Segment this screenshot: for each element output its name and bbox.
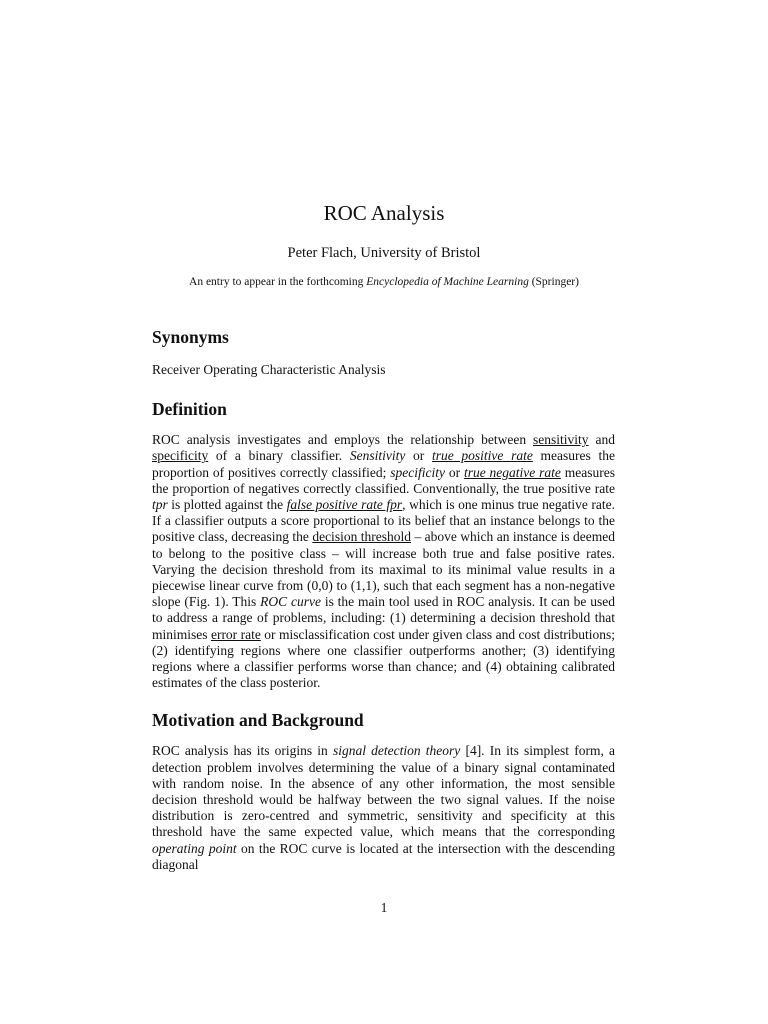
cross-reference-link[interactable]: true positive rate: [431, 448, 533, 464]
italic-term: specificity: [390, 464, 445, 480]
text-run: is the main tool used in ROC analysis. It can be used to address a range of problems, including: (1) determining a decision threshold that minimises: [152, 594, 615, 642]
text-run: and: [588, 432, 615, 448]
publication-note: [0, 275, 768, 290]
definition-paragraph: [152, 432, 615, 691]
text-run: measures the proportion of positives correctly classified;: [152, 448, 615, 480]
motivation-heading: Motivation and Background: [152, 710, 364, 731]
text-run: ROC analysis investigates and employs the relationship between: [152, 432, 534, 448]
text-run: or: [405, 448, 432, 464]
motivation-paragraph: [152, 743, 615, 873]
text-run: – above which an instance is deemed to belong to the positive class – will increase both true and false positive rates. Varying the decision threshold from its maximal to its minimal value results in a piecewise linear curve from (0,0) to (1,1), such that each segment has a non-negative slope (Fig. 1). This: [152, 529, 615, 610]
paper-body: [152, 326, 615, 873]
italic-term: signal detection theory: [332, 743, 461, 759]
text-run: measures the proportion of negatives correctly classified. Conventionally, the true positive rate: [152, 464, 615, 496]
text-run: , which is one minus true negative rate. If a classifier outputs a score proportional to its belief that an instance belongs to the positive class, decreasing the: [152, 497, 615, 545]
definition-heading: Definition: [152, 399, 227, 420]
text-run: ROC analysis has its origins in: [152, 743, 333, 759]
document-title: ROC Analysis: [323, 201, 445, 225]
synonyms-text: Receiver Operating Characteristic Analysis: [152, 362, 386, 377]
italic-term: ROC curve: [260, 594, 321, 610]
italic-term: Sensitivity: [349, 448, 406, 464]
note-work-title: Encyclopedia of Machine Learning: [366, 276, 529, 288]
italic-term: operating point: [152, 840, 237, 856]
cross-reference-link[interactable]: sensitivity: [533, 432, 589, 448]
author-line: Peter Flach, University of Bristol: [287, 245, 481, 261]
cross-reference-link[interactable]: specificity: [152, 448, 209, 464]
text-run: is plotted against the: [167, 497, 287, 513]
text-run: or: [444, 464, 464, 480]
cross-reference-link[interactable]: false positive rate fpr: [286, 497, 403, 513]
cross-reference-link[interactable]: decision threshold: [312, 529, 411, 545]
text-run: on the ROC curve is located at the intersection with the descending diagonal: [152, 840, 615, 872]
cross-reference-link[interactable]: error rate: [210, 626, 261, 642]
italic-term: tpr: [152, 497, 168, 513]
note-prefix: An entry to appear in the forthcoming: [189, 276, 367, 288]
synonyms-heading: Synonyms: [152, 327, 229, 347]
text-run: of a binary classifier.: [208, 448, 350, 464]
text-run: [4]. In its simplest form, a detection problem involves determining the value of a binary signal contaminated with random noise. In the absence of any other information, the most sensible decision threshold would be halfway between the two signal values. If the noise distribution is zero-centred and symmetric, sensitivity and specificity at this threshold have the same expected value, which means that the corresponding: [152, 743, 615, 840]
cross-reference-link[interactable]: true negative rate: [463, 464, 561, 480]
page-number: 1: [380, 900, 388, 915]
note-suffix: (Springer): [528, 276, 579, 288]
text-run: or misclassification cost under given class and cost distributions; (2) identifying regions where one classifier outperforms another; (3) identifying regions where a classifier performs worse than chance; and (4) obtaining calibrated estimates of the class posterior.: [152, 626, 615, 691]
